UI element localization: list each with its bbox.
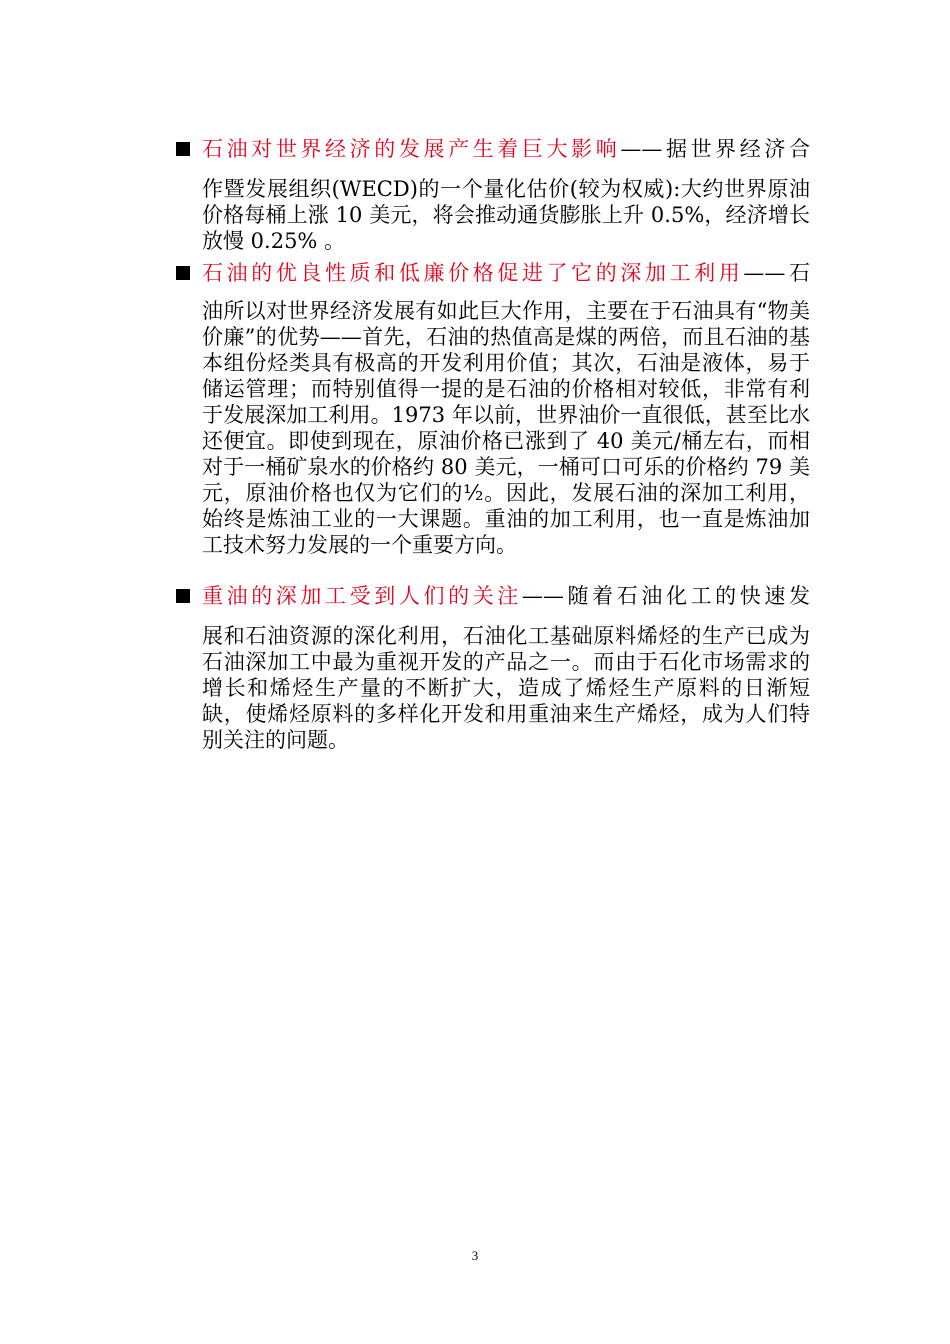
page-number: 3 [471,1248,479,1263]
square-bullet-icon [176,266,190,280]
section-3-lead-tail: ——随着石油化工的快速发 [521,584,811,608]
section-1-lead [202,136,810,162]
section-1-lead-tail: ——据世界经济合 [620,137,811,161]
section-1-body: 作暨发展组织(WECD)的一个量化估价(较为权威):大约世界原油价格每桶上涨 10 美元，将会推动通货膨胀上升 0.5%，经济增长放慢 0.25% 。 [202,177,810,253]
section-3-lead [202,583,810,609]
section-3-body: 展和石油资源的深化利用，石油化工基础原料烯烃的生产已成为石油深加工中最为重视开发的产品之一。而由于石化市场需求的增长和烯烃生产量的不断扩大，造成了烯烃生产原料的日渐短缺，使烯烃原料的多样化开发和用重油来生产烯烃，成为人们特别关注的问题。 [202,624,810,752]
section-2-lead-tail: ——石 [743,261,810,285]
section-2-body: 油所以对世界经济发展有如此巨大作用，主要在于石油具有“物美价廉”的优势——首先，石油的热值高是煤的两倍，而且石油的基本组份烃类具有极高的开发利用价值；其次，石油是液体，易于储运管理；而特别值得一提的是石油的价格相对较低，非常有利于发展深加工利用。1973 年以前，世界油价一直很低，甚至比水还便宜。即使到现在，原油价格已涨到了 40 美元/桶左右，而相对于一桶矿泉水的价格约 80 美元，一桶可口可乐的价格约 79 美元，原油价格也仅为它们的½。因此，发展石油的深加工利用，始终是炼油工业的一大课题。重油的加工利用，也一直是炼油加工技术努力发展的一个重要方向。 [202,299,810,557]
square-bullet-icon [176,142,190,156]
section-3-heading: 重油的深加工受到人们的关注 [202,584,522,608]
square-bullet-icon [176,589,190,603]
section-2-heading: 石油的优良性质和低廉价格促进了它的深加工利用 [202,261,744,285]
section-1-heading: 石油对世界经济的发展产生着巨大影响 [202,137,621,161]
section-2-lead [202,260,810,286]
